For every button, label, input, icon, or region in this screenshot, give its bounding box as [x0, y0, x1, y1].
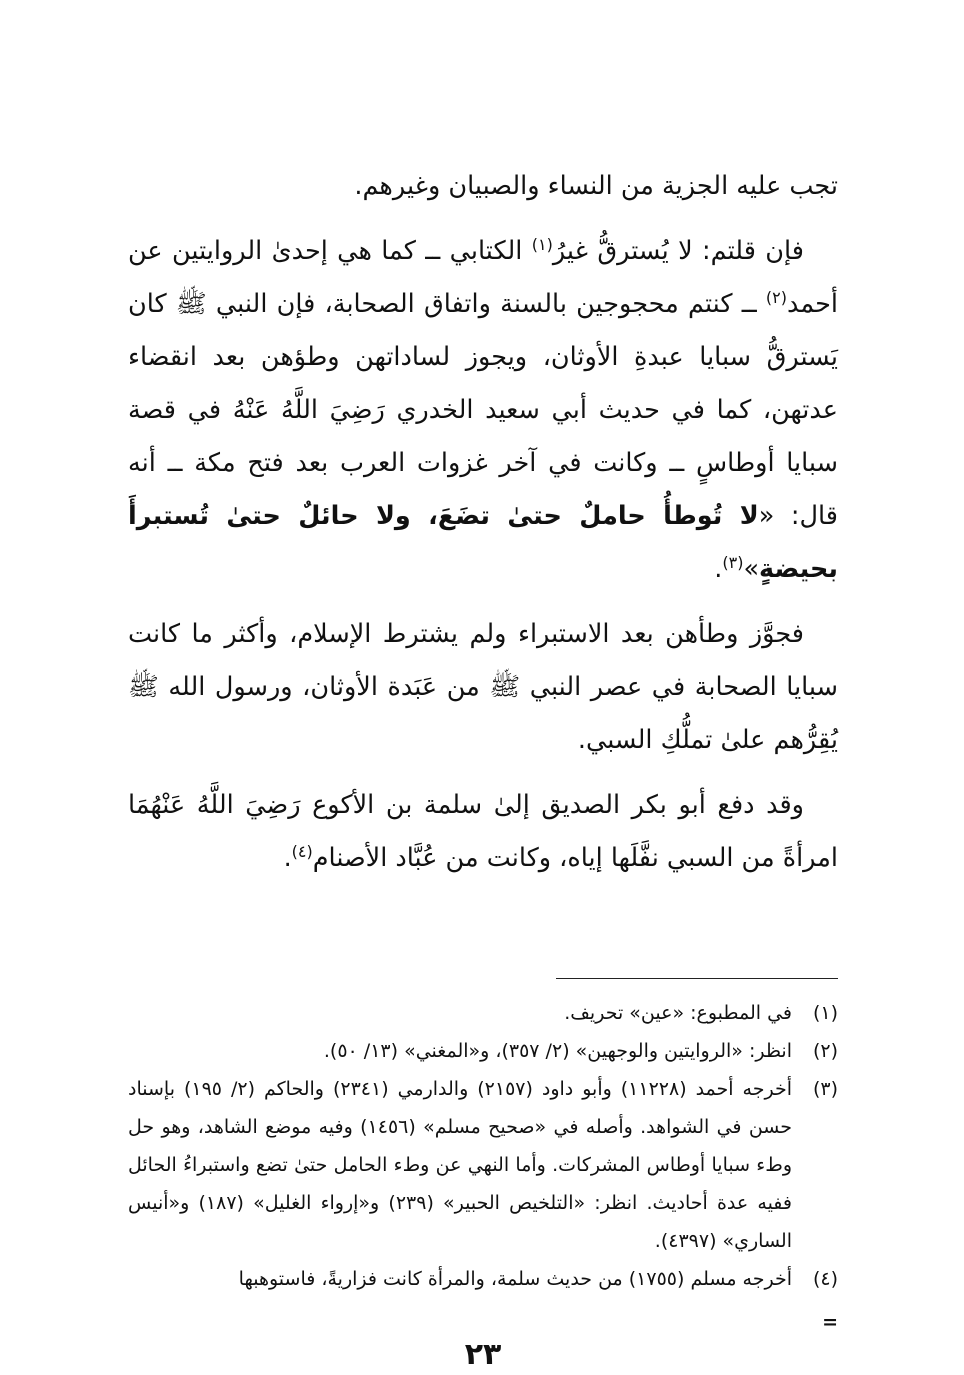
footnote-ref-3[interactable]: (٣) — [722, 553, 744, 572]
footnote-text: أخرجه أحمد (١١٢٢٨) وأبو داود (٢١٥٧) والدارمي (٢٣٤١) والحاكم (٢/ ١٩٥) بإسناد حسن في الشواهد. وأصله في «صحيح مسلم» (١٤٥٦) وفيه موضع الشاهد، وهو حل وطء سبايا أوطاس المشركات. وأما النهي عن وطء الحامل حتىٰ تضع واستبراءُ الحائل ففيه عدة أحاديث. انظر: «التلخيص الحبير» (٢٣٩) و«إرواء الغليل» (١٨٧) و«أنيس الساري» (٤٣٩٧). — [128, 1078, 793, 1252]
paragraph-1 — [128, 160, 838, 213]
paragraph-3 — [128, 608, 838, 767]
paragraph-3-text: فجوَّز وطأهن بعد الاستبراء ولم يشترط الإسلام، وأكثر ما كانت سبايا الصحابة في عصر النبي ﷺ من عَبَدة الأوثان، ورسول الله ﷺ يُقِرُّهم علىٰ تملُّكِ السبي. — [128, 619, 838, 755]
continuation-mark: = — [822, 1311, 838, 1333]
footnote-text: انظر: «الروايتين والوجهين» (٢/ ٣٥٧)، و«المغني» (١٣/ ٥٠). — [323, 1040, 792, 1062]
footnote-number: (٤) — [812, 1268, 838, 1290]
paragraph-2-text-a: فإن قلتم: لا يُسترقُّ غيرُ — [552, 236, 804, 266]
hadith-quote: لا تُوطأُ حاملٌ حتىٰ تضَعَ، ولا حائلٌ حتىٰ تُستبرأَ بحيضةٍ — [128, 501, 838, 584]
footnote-number: (٢) — [812, 1040, 838, 1062]
paragraph-2-text-b: الكتابي ــ كما هي إحدىٰ الروايتين عن أحمد — [128, 236, 838, 319]
paragraph-4 — [128, 779, 838, 885]
footnote-ref-4[interactable]: (٤) — [291, 842, 313, 861]
footnote-text: أخرجه مسلم (١٧٥٥) من حديث سلمة، والمرأة كانت فزاريةً، فاستوهبها — [238, 1268, 792, 1290]
footnote-3 — [128, 1070, 838, 1260]
paragraph-2-text-d: » — [743, 554, 760, 584]
book-page — [128, 160, 839, 1372]
page-number: ٢٣ — [464, 1337, 502, 1372]
paragraph-4-text-a: وقد دفع أبو بكر الصديق إلىٰ سلمة بن الأكوع رَضِيَ اللَّهُ عَنْهُمَا امرأةً من السبي نفَّلَها إياه، وكانت من عُبَّاد الأصنام — [128, 790, 838, 873]
footnote-number: (١) — [812, 1002, 838, 1024]
footnote-number: (٣) — [812, 1078, 838, 1100]
footnote-2 — [128, 1032, 838, 1070]
footnote-4 — [128, 1260, 838, 1298]
footnotes-list — [128, 994, 838, 1298]
footnote-ref-1[interactable]: (١) — [531, 235, 553, 254]
footnote-1 — [128, 994, 838, 1032]
paragraph-2-text-c: ــ كنتم محجوجين بالسنة واتفاق الصحابة، فإن النبي ﷺ كان يَسترقُّ سبايا عبدةِ الأوثان، ويجوز لساداتهن وطؤهن بعد انقضاء عدتهن، كما في حديث أبي سعيد الخدري رَضِيَ اللَّهُ عَنْهُ في قصة سبايا أوطاسٍ ــ وكانت في آخر غزوات العرب بعد فتح مكة ــ أنه قال: « — [128, 289, 839, 531]
footnote-divider — [556, 978, 838, 979]
footnote-ref-2[interactable]: (٢) — [765, 288, 788, 307]
footnote-text: في المطبوع: «عين» تحريف. — [564, 1002, 792, 1024]
paragraph-4-text-b: . — [283, 843, 292, 873]
paragraph-2 — [128, 225, 838, 596]
paragraph-2-text-e: . — [714, 554, 723, 584]
paragraph-1-text: تجب عليه الجزية من النساء والصبيان وغيرهم. — [354, 171, 838, 201]
